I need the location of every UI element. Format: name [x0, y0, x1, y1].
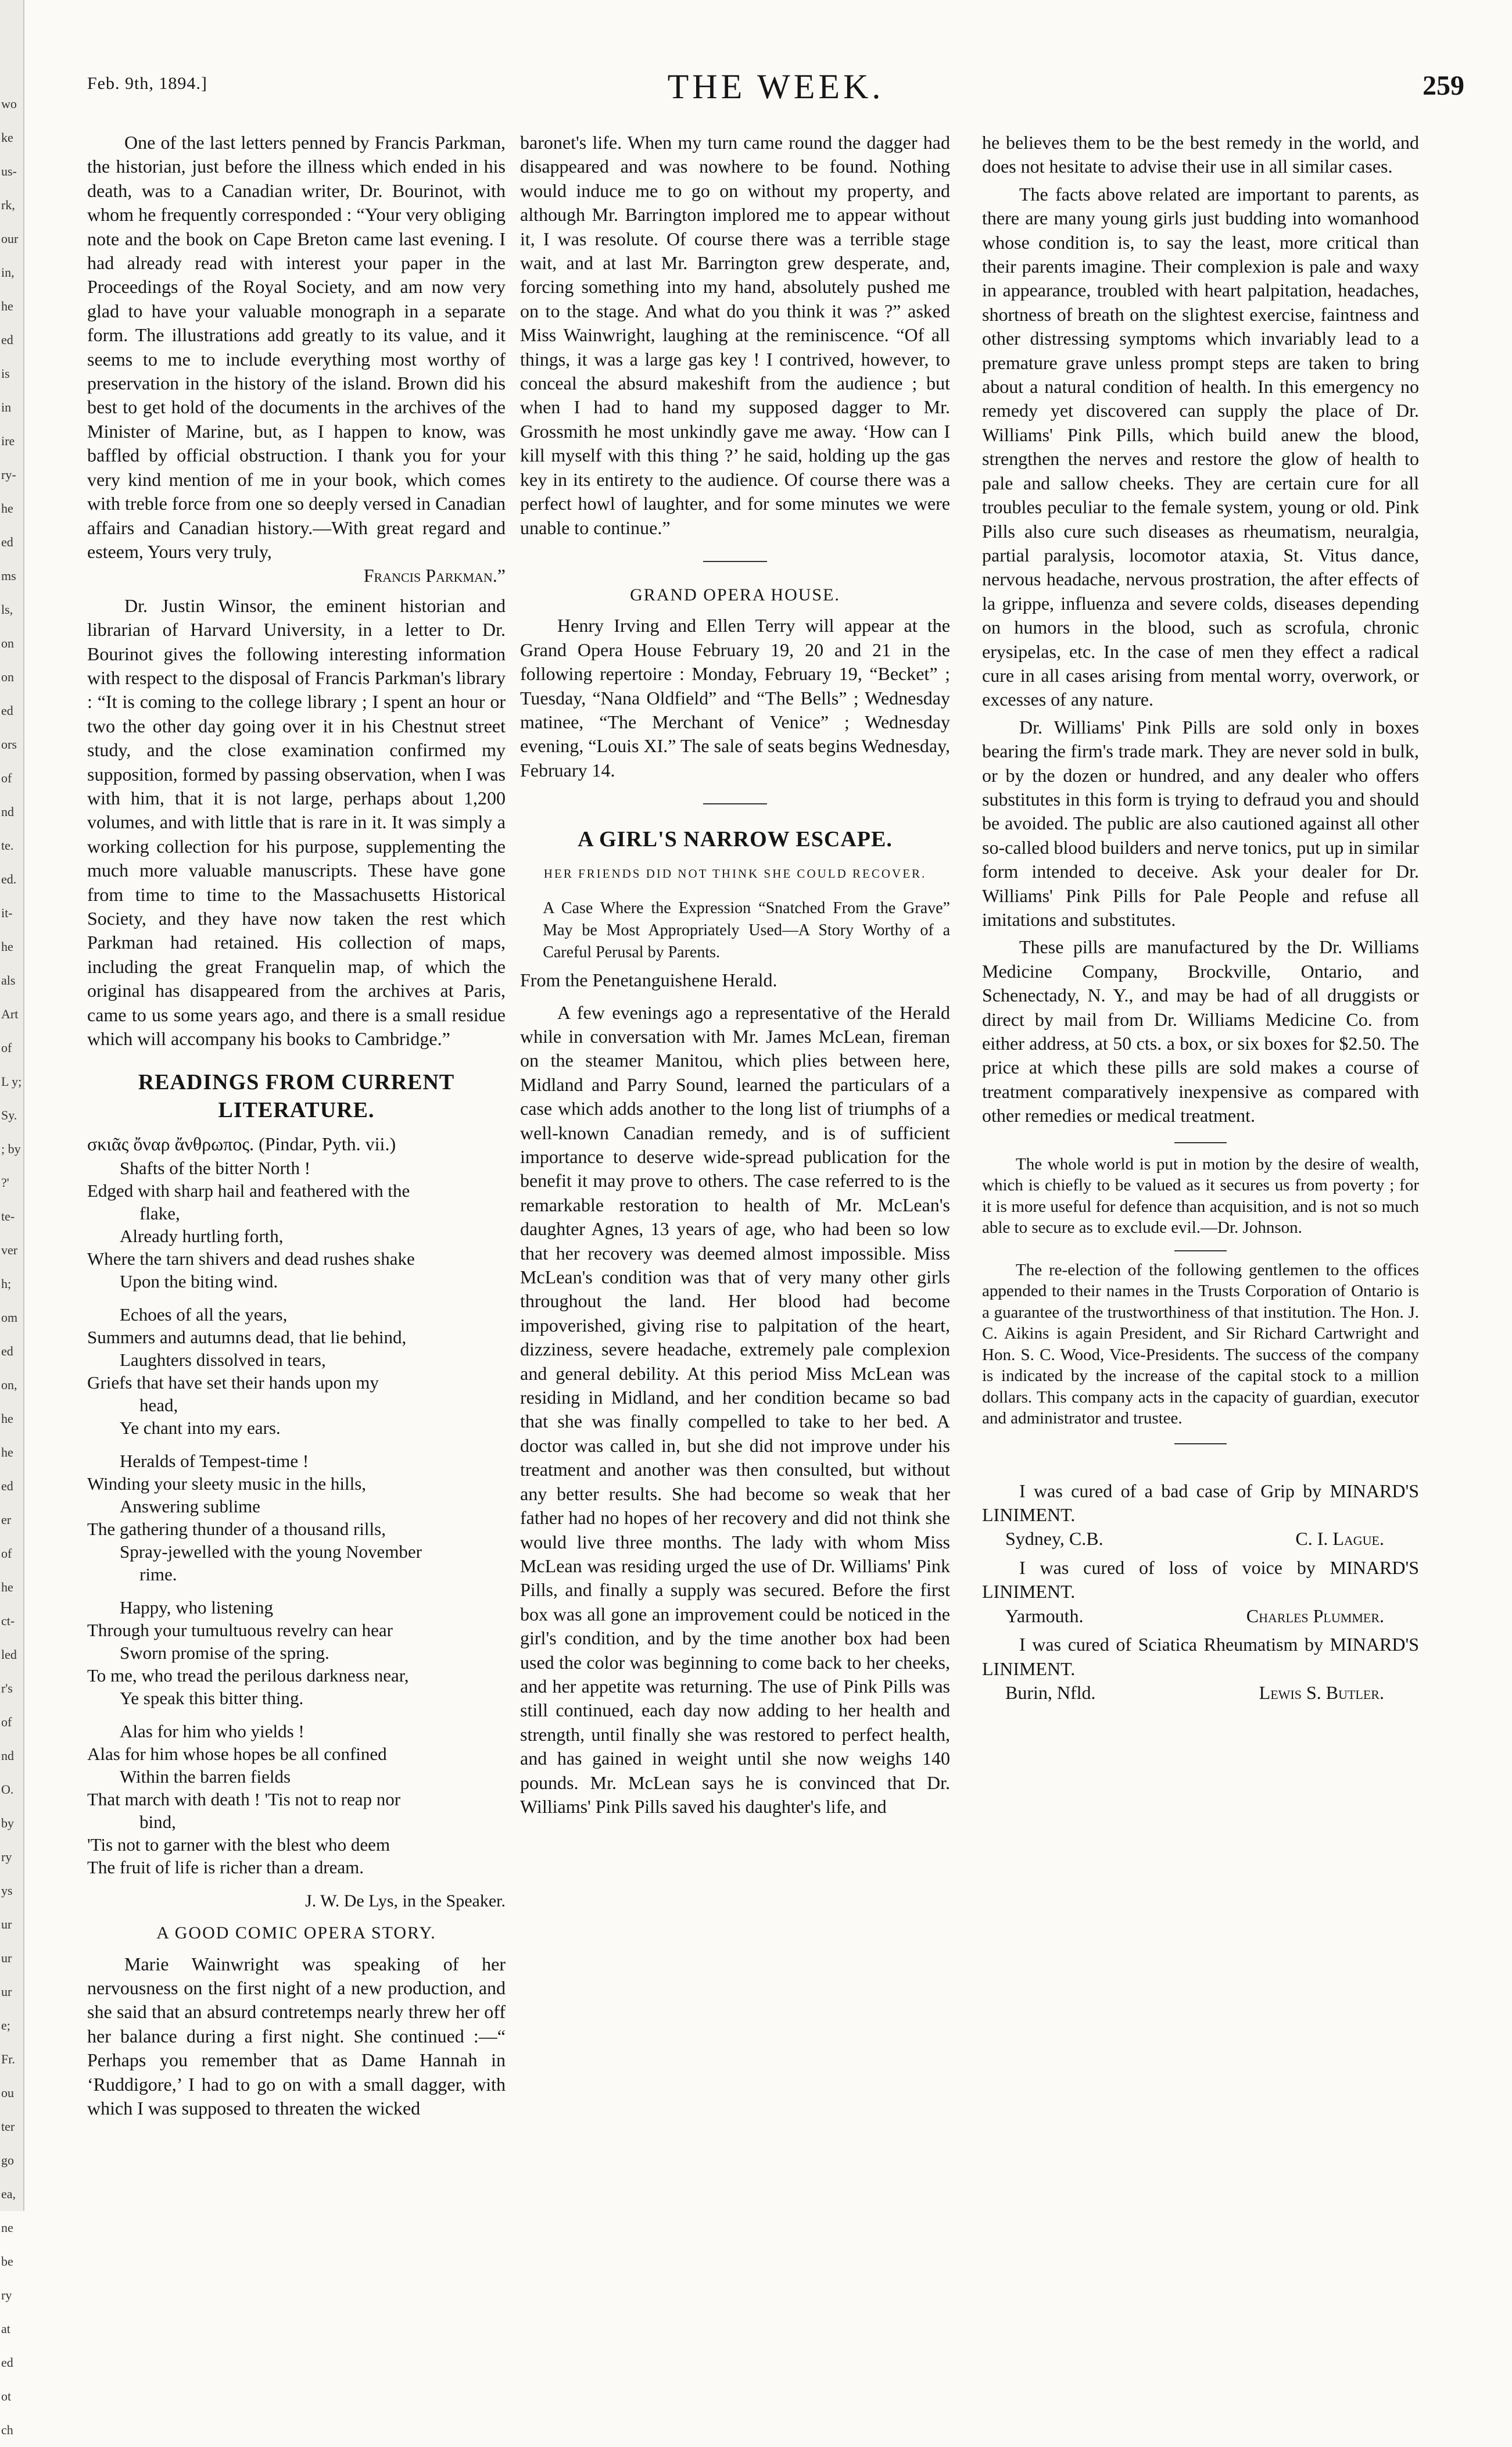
poem-epigraph: σκιᾶς ὄναρ ἄνθρωπος. (Pindar, Pyth. vii.) — [87, 1133, 396, 1155]
poem-line: Heralds of Tempest-time ! — [120, 1450, 309, 1471]
poem-stanza — [87, 1157, 506, 1293]
comic-opera-continued: baronet's life. When my turn came round the dagger had disappeared and was nowhere to be found. Nothing would induce me to go on without my property, and although Mr. Barrington implored me to appear without it, I was resolute. Of course there was a terrible stage wait, and at last Mr. Barrington grew desperate, and, forcing something into my hand, absolutely pushed me on to the stage. And what do you think it was ?” asked Miss Wainwright, laughing at the reminiscence. “Of all things, it was a large gas key ! I contrived, however, to conceal the absurd makeshift from the audience ; but when I had to hand my supposed dagger to Mr. Grossmith he most unkindly gave me away. ‘How can I kill myself with this thing ?’ he said, holding up the gas key in its entirety to the audience. Of course there was a perfect howl of laughter, and for some minutes we were unable to continue.” — [520, 132, 950, 538]
poem-line: Already hurtling forth, — [120, 1225, 284, 1246]
poem-line: Edged with sharp hail and feathered with the — [87, 1180, 410, 1201]
narrow-escape-continued: he believes them to be the best remedy in the world, and does not hesitate to advise their use in all similar cases. — [982, 132, 1419, 177]
page-header — [87, 67, 1464, 113]
poem-stanza — [87, 1303, 506, 1439]
poem-line: Ye chant into my ears. — [120, 1417, 281, 1438]
masthead-title: THE WEEK. — [667, 67, 884, 106]
narrow-escape-paragraph: A few evenings ago a representative of the Herald while in conversation with Mr. James McLean, fireman on the steamer Manitou, which plies between here, Midland and Parry Sound, learned the particulars of a case which adds another to the long list of triumphs of a well-known Canadian remedy, and is of sufficient importance to deserve wide-spread publication for the benefit it may prove to others. The case referred to is the remarkable restoration to health of Mr. McLean's daughter Agnes, 13 years of age, who had been so low that her recovery was deemed almost impossible. Miss McLean's condition was that of very many other girls throughout the land. Her blood had become impoverished, giving rise to palpitation of the heart, dizziness, severe headache, extremely pale complexion and general debility. At this period Miss McLean was residing in Midland, and her condition became so bad that she was finally compelled to take to her bed. A doctor was called in, but she did not improve under his treatment and another was then consulted, but without any better results. She had become so weak that her father had no hopes of her recovery and did not think she would live three months. The lady with whom Miss McLean was residing urged the use of Dr. Williams' Pink Pills, and finally a supply was secured. Before the first box was all gone an improvement could be noticed in the girl's condition, and by the time another box had been used the color was beginning to come back to her cheeks, and her appetite was returning. The use of Pink Pills was still continued, each day now adding to her health and strength, until finally she was restored to perfect health, and has gained in weight until she now weighs 140 pounds. Mr. McLean says he is convinced that Dr. Williams' Pink Pills saved his daughter's life, and — [520, 1001, 950, 1817]
column-2 — [520, 131, 950, 1819]
narrow-escape-heading: A GIRL'S NARROW ESCAPE. — [578, 827, 893, 852]
poem-line: head, — [139, 1394, 178, 1415]
testimonial-signature — [982, 1527, 1419, 1551]
trusts-corporation-paragraph: The re-election of the following gentlemen to the offices appended to their names in the Trusts Corporation of Ontario is a guarantee of the trustworthiness of that institution. The Hon. J. C. Aikins is again President, and Sir Richard Cartwright and Hon. S. C. Wood, Vice-Presidents. The success of the company is indicated by the increase of the capital stock to a million dollars. This company acts in the capacity of guardian, executor and administrator and trustee. — [982, 1260, 1419, 1428]
column-3 — [982, 131, 1419, 1705]
readings-heading: READINGS FROM CURRENT LITERATURE. — [138, 1070, 455, 1123]
testimonial-name: Charles Plummer. — [1246, 1605, 1384, 1626]
narrow-escape-deck: A Case Where the Expression “Snatched From the Grave” May be Most Appropriately Used—A Story Worthy of a Careful Perusal by Parents. — [543, 899, 950, 962]
poem-line: To me, who tread the perilous darkness near, — [87, 1665, 409, 1686]
poem-line: Where the tarn shivers and dead rushes shake — [87, 1248, 415, 1269]
issue-date: Feb. 9th, 1894.] — [87, 74, 207, 93]
poem-line: Within the barren fields — [120, 1766, 291, 1787]
poem-line: Spray-jewelled with the young November — [120, 1541, 422, 1562]
poem-line: flake, — [139, 1203, 180, 1224]
testimonial-place: Yarmouth. — [1005, 1605, 1084, 1626]
poem-line: The fruit of life is richer than a dream. — [87, 1856, 364, 1877]
page-number: 259 — [1423, 70, 1464, 101]
poem-line: Summers and autumns dead, that lie behind, — [87, 1326, 407, 1347]
testimonial-text: I was cured of a bad case of Grip by MINARD'S LINIMENT. — [982, 1480, 1419, 1526]
minards-liniment-ads — [982, 1479, 1419, 1705]
parkman-signature: Francis Parkman.” — [363, 565, 506, 586]
poem-line: rime. — [139, 1564, 177, 1584]
section-divider — [1174, 1142, 1227, 1143]
testimonial-name: C. I. Lague. — [1295, 1528, 1384, 1550]
poem-attribution: J. W. De Lys, in the Speaker. — [305, 1891, 506, 1911]
grand-opera-heading: GRAND OPERA HOUSE. — [630, 585, 840, 604]
testimonial-text: I was cured of Sciatica Rheumatism by MINARD'S LINIMENT. — [982, 1634, 1419, 1679]
section-divider — [703, 803, 767, 804]
poem-line: Laughters dissolved in tears, — [120, 1349, 326, 1370]
testimonial-text: I was cured of loss of voice by MINARD'S LINIMENT. — [982, 1557, 1419, 1602]
poem-line: Griefs that have set their hands upon my — [87, 1372, 379, 1393]
section-divider — [703, 561, 767, 562]
poem-line: Sworn promise of the spring. — [120, 1642, 329, 1663]
adjacent-page-edge — [0, 0, 24, 2437]
poem-stanza — [87, 1720, 506, 1879]
comic-opera-paragraph: Marie Wainwright was speaking of her nervousness on the first night of a new production, and she said that an absurd contretemps nearly threw her off her balance during a first night. She continued :—“ Perhaps you remember that as Dame Hannah in ‘Ruddigore,’ I had to go on with a small dagger, with which I was supposed to threaten the wicked — [87, 1953, 506, 2119]
column-1 — [87, 131, 506, 2121]
poem-stanza — [87, 1596, 506, 1709]
testimonial-signature — [982, 1604, 1419, 1628]
poem-line: Ye speak this bitter thing. — [120, 1687, 304, 1708]
poem-line: Winding your sleety music in the hills, — [87, 1473, 367, 1494]
poem-line: 'Tis not to garner with the blest who deem — [87, 1834, 390, 1855]
winsor-letter-paragraph: Dr. Justin Winsor, the eminent historian and librarian of Harvard University, in a letter to Dr. Bourinot gives the following interesting information with respect to the disposal of Francis Parkman's library : “It is coming to the college library ; I spent an hour or two the other day going over it in his Chestnut street study, and the close examination confirmed my supposition, formed by passing observation, when I was with him, that it is not large, perhaps about 1,200 volumes, and with little that is rare in it. It was simply a working collection for his purpose, supplementing the much more valuable manuscripts. These have gone from time to time to the Massachusetts Historical Society, and they have now taken the rest which Parkman had retained. His collection of maps, including the great Franquelin map, of which the original has disappeared from the archives at Paris, came to us some years ago, and there is a small residue which will accompany his books to Cambridge.” — [87, 595, 506, 1050]
poem-line: That march with death ! 'Tis not to reap nor — [87, 1788, 401, 1809]
testimonial-name: Lewis S. Butler. — [1259, 1682, 1384, 1703]
adjacent-page-fragments: wo ke us- rk, our in, he ed is in ire ry- he ed ms ls, on on ed ors of nd te. ed. it- he als Art of L y; Sy. ; by ?' te- ver h; om ed on, he he ed er of he ct- led r's of nd O. by ry ys ur ur ur e; Fr. ou ter go ea, ne be ry at ed ot ch — [1, 96, 22, 2437]
poem-line: Answering sublime — [120, 1496, 260, 1516]
poem-line: Upon the biting wind. — [120, 1271, 278, 1292]
parkman-letter-paragraph: One of the last letters penned by Francis Parkman, the historian, just before the illness which ended in his death, was to a Canadian writer, Dr. Bourinot, with whom he frequently corresponded : “Your very obliging note and the book on Cape Breton came last evening. I had already read with interest your paper in the Proceedings of the Royal Society, and am now very glad to have your valuable monograph in a separate form. The illustrations add greatly to its value, and it seems to me to include everything most worthy of preservation in the history of the island. Brown did his best to get hold of the documents in the archives of the Minister of Marine, but, as I happen to know, was baffled by official obstruction. I thank you for your very kind mention of me in your book, which comes with treble force from one so deeply versed in Canadian affairs and Canadian history.—With great regard and esteem, Yours very truly, — [87, 132, 506, 562]
poem-line: Alas for him whose hopes be all confined — [87, 1743, 387, 1764]
pink-pills-sales-paragraph: Dr. Williams' Pink Pills are sold only in boxes bearing the firm's trade mark. They are never sold in bulk, or by the dozen or hundred, and any dealer who offers substitutes in this form is trying to defraud you and should be avoided. The public are also cautioned against all other so-called blood builders and nerve tonics, put up in similar form intended to deceive. Ask your dealer for Dr. Williams' Pink Pills for Pale People and refuse all imitations and substitutes. — [982, 716, 1419, 930]
grand-opera-paragraph: Henry Irving and Ellen Terry will appear at the Grand Opera House February 19, 20 and 21 in the following repertoire : Monday, February 19, “Becket” ; Tuesday, “Nana Oldfield” and “The Bells” ; Wednesday matinee, “The Merchant of Venice” ; Wednesday evening, “Louis XI.” The sale of seats begins Wednesday, February 14. — [520, 615, 950, 781]
comic-opera-heading: A GOOD COMIC OPERA STORY. — [156, 1923, 436, 1943]
poem-line: Happy, who listening — [120, 1597, 274, 1618]
poem-line: bind, — [139, 1811, 176, 1832]
poem-line: Through your tumultuous revelry can hear — [87, 1619, 393, 1640]
poem-stanza — [87, 1450, 506, 1586]
narrow-escape-subheading: HER FRIENDS DID NOT THINK SHE COULD RECOVER. — [543, 867, 927, 881]
poem-line: Echoes of all the years, — [120, 1304, 288, 1325]
pink-pills-paragraph: The facts above related are important to parents, as there are many young girls just budding into womanhood whose condition is, to say the least, more critical than their parents imagine. Their complexion is pale and waxy in appearance, troubled with heart palpitation, headaches, shortness of breath on the slightest exercise, faintness and other distressing symptoms which invariably lead to a premature grave unless prompt steps are taken to bring about a natural condition of health. In this emergency no remedy yet discovered can supply the place of Dr. Williams' Pink Pills, which build anew the blood, strengthen the nerves and restore the glow of health to pale and sallow cheeks. They are certain cure for all troubles peculiar to the female system, young or old. Pink Pills also cure such diseases as rheumatism, neuralgia, partial paralysis, locomotor ataxia, St. Vitus dance, nervous headache, nervous prostration, the after effects of la grippe, influenza and severe colds, diseases depending on humors in the blood, such as scrofula, chronic erysipelas, etc. In the case of men they effect a radical cure in all cases arising from mental worry, overwork, or excesses of any nature. — [982, 183, 1419, 710]
testimonial-place: Burin, Nfld. — [1005, 1682, 1096, 1703]
poem-line: Shafts of the bitter North ! — [120, 1157, 311, 1178]
testimonial-signature — [982, 1681, 1419, 1705]
section-divider — [1174, 1443, 1227, 1444]
pink-pills-maker-paragraph: These pills are manufactured by the Dr. Williams Medicine Company, Brockville, Ontario, and Schenectady, N. Y., and may be had of all druggists or direct by mail from Dr. Williams Medicine Co. from either address, at 50 cts. a box, or six boxes for $2.50. The price at which these pills are sold makes a course of treatment comparatively inexpensive as compared with other remedies or medical treatment. — [982, 936, 1419, 1126]
poem-line: The gathering thunder of a thousand rills, — [87, 1518, 386, 1539]
poem-line: Alas for him who yields ! — [120, 1720, 304, 1741]
poem — [87, 1157, 506, 1879]
testimonial-place: Sydney, C.B. — [1005, 1528, 1103, 1550]
section-divider — [1174, 1250, 1227, 1251]
johnson-quote: The whole world is put in motion by the desire of wealth, which is chiefly to be valued as it secures us from poverty ; for it is more useful for defence than acquisition, and is not so much able to secure as to exclude evil.—Dr. Johnson. — [982, 1154, 1419, 1237]
narrow-escape-source: From the Penetanguishene Herald. — [520, 970, 778, 991]
